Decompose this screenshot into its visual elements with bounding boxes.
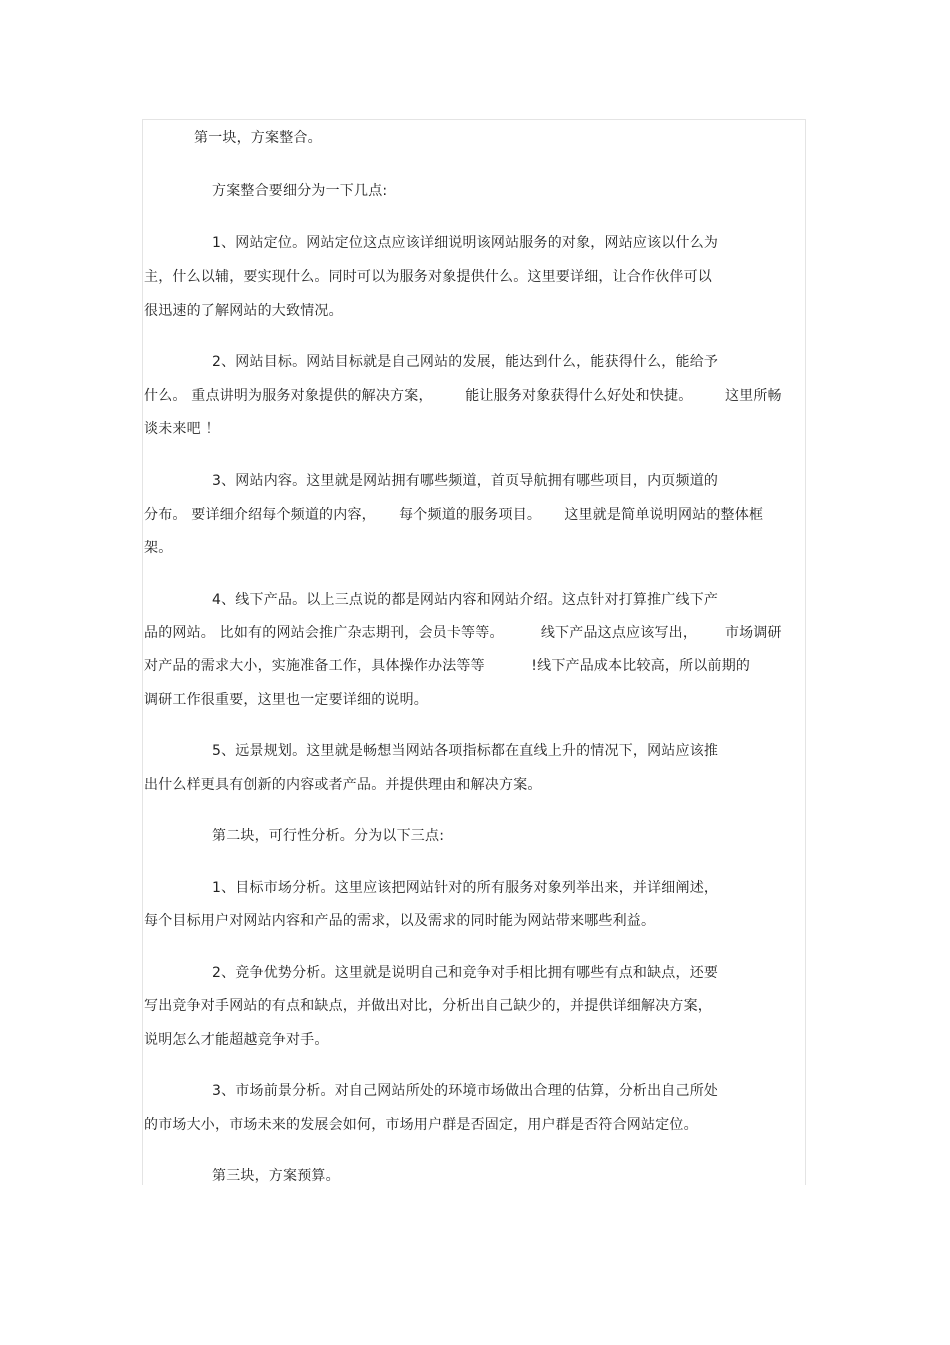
- analysis-2-line-3: 说明怎么才能超越竞争对手。: [144, 1032, 329, 1048]
- item-5-line-1: 5、远景规划。这里就是畅想当网站各项指标都在直线上升的情况下，网站应该推: [212, 743, 719, 759]
- item-4-line-4: 调研工作很重要，这里也一定要详细的说明。: [144, 692, 428, 708]
- analysis-3-line-2: 的市场大小，市场未来的发展会如何，市场用户群是否固定，用户群是否符合网站定位。: [144, 1117, 698, 1133]
- item-5-line-2: 出什么样更具有创新的内容或者产品。并提供理由和解决方案。: [144, 777, 542, 793]
- item-2-line-3: 谈未来吧 ！: [144, 421, 220, 437]
- item-1-line-2: 主，什么以辅，要实现什么。同时可以为服务对象提供什么。这里要详细，让合作伙伴可以: [144, 269, 712, 285]
- analysis-2-line-1: 2、竞争优势分析。这里就是说明自己和竞争对手相比拥有哪些有点和缺点，还要: [212, 965, 719, 981]
- section-heading-2: 第二块，可行性分析。分为以下三点:: [212, 828, 445, 844]
- item-4-line-2: 品的网站。 比如有的网站会推广杂志期刊，会员卡等等。 线下产品这点应该写出， 市场调研: [144, 625, 782, 641]
- item-1-line-1: 1、网站定位。网站定位这点应该详细说明该网站服务的对象，网站应该以什么为: [212, 235, 719, 251]
- item-3-line-1: 3、网站内容。这里就是网站拥有哪些频道，首页导航拥有哪些项目，内页频道的: [212, 473, 719, 489]
- item-3-line-3: 架。: [144, 540, 173, 556]
- section-heading-3: 第三块，方案预算。: [212, 1168, 340, 1184]
- item-1-line-3: 很迅速的了解网站的大致情况。: [144, 303, 343, 319]
- item-4-line-3: 对产品的需求大小，实施准备工作，具体操作办法等等 !线下产品成本比较高，所以前期的: [144, 658, 751, 674]
- analysis-1-line-2: 每个目标用户对网站内容和产品的需求，以及需求的同时能为网站带来哪些利益。: [144, 913, 656, 929]
- paragraph-intro: 方案整合要细分为一下几点:: [212, 183, 388, 199]
- document-page: [142, 119, 806, 1185]
- analysis-2-line-2: 写出竞争对手网站的有点和缺点，并做出对比，分析出自己缺少的，并提供详细解决方案，: [144, 998, 712, 1014]
- item-4-line-1: 4、线下产品。以上三点说的都是网站内容和网站介绍。这点针对打算推广线下产: [212, 592, 719, 608]
- section-heading-1: 第一块，方案整合。: [194, 130, 322, 146]
- item-2-line-2: 什么。 重点讲明为服务对象提供的解决方案， 能让服务对象获得什么好处和快捷。 这里所畅: [144, 388, 782, 404]
- analysis-1-line-1: 1、目标市场分析。这里应该把网站针对的所有服务对象列举出来，并详细阐述，: [212, 880, 719, 896]
- item-3-line-2: 分布。 要详细介绍每个频道的内容， 每个频道的服务项目。 这里就是简单说明网站的整体框: [144, 507, 764, 523]
- analysis-3-line-1: 3、市场前景分析。对自己网站所处的环境市场做出合理的估算，分析出自己所处: [212, 1083, 719, 1099]
- item-2-line-1: 2、网站目标。网站目标就是自己网站的发展，能达到什么，能获得什么，能给予: [212, 354, 719, 370]
